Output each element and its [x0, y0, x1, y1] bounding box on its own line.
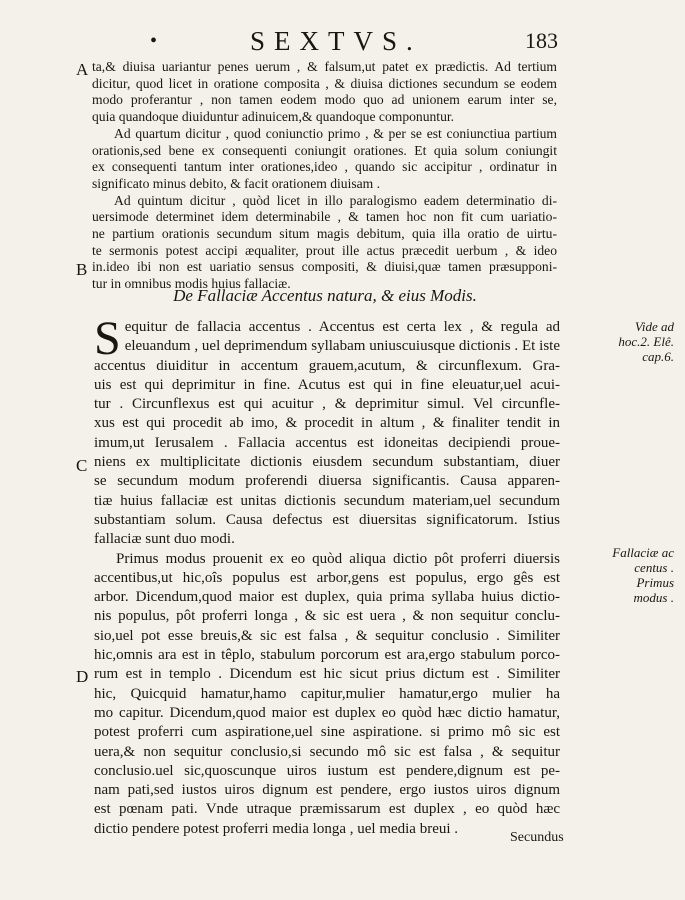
- margin-letter-b: B: [76, 260, 88, 279]
- text-line: Primus modus prouenit ex eo quòd aliqua dictio pôt proferri diuersis: [116, 550, 560, 567]
- text-line: mo capitur. Dicendum,quod maior est duplex eo quòd hæc dictio hamatur,: [94, 704, 560, 721]
- text-line: Ad quartum dicitur , quod coniunctio primo , & per se est coniunctiua partium: [114, 125, 557, 141]
- paragraph-block-top: [92, 59, 557, 293]
- text-line: tiæ huius fallaciæ est unitas dictionis secundum materiam,uel secundum: [94, 492, 560, 509]
- margin-letter-c: C: [76, 456, 88, 475]
- text-line: dictio pendere potest proferri media longa , uel media breui .: [94, 820, 459, 837]
- text-line: nis populus, pôt proferri longa , & sic est uera , & non sequitur conclu-: [94, 608, 560, 625]
- text-line: modo proferantur , non tamen eodem modo quo ad unionem earum inter se,: [92, 92, 557, 108]
- text-line: tur . Circunflexus est qui acuitur , & deprimitur simul. Vel circunfle-: [94, 396, 560, 413]
- text-line: rum est in templo . Dicendum est hic sicut prius dictum est . Similiter: [94, 666, 560, 683]
- text-line: arbor. Dicendum,quod maior est duplex, quia prima syllaba huius dictio-: [94, 589, 560, 606]
- text-line: uera,& non sequitur conclusio,si secundo mô sic est falsa , & sequitur: [94, 743, 560, 760]
- side-note-reference: [586, 319, 674, 364]
- margin-letter-d: D: [76, 667, 89, 686]
- side-note-line: Fallaciæ ac: [612, 545, 674, 560]
- side-note-first-mode: [580, 545, 674, 605]
- text-line: substantiam solum. Causa defectus est diuersitas significatorum. Istius: [94, 511, 560, 528]
- text-line: accentibus,ut hic,oîs populus est arbor,gens est populus, ergo gês est: [94, 569, 560, 586]
- drop-cap: S: [94, 312, 121, 365]
- running-title: SEXTVS.: [250, 26, 422, 56]
- side-note-line: cap.6.: [642, 349, 674, 364]
- text-line: equitur de fallacia accentus . Accentus est certa lex , & regula ad: [124, 319, 560, 335]
- text-line: fallaciæ sunt duo modi.: [94, 531, 235, 548]
- text-line: tur in omnibus modis huius fallaciæ.: [92, 276, 291, 292]
- text-line: uersimode determinet idem determinabile , & tamen hoc non fit cum uariatio-: [92, 209, 557, 225]
- text-line: dicitur, quod licet in oratione composita , & diuisa dictiones secundum se eodem: [92, 75, 557, 91]
- ornament-dot: •: [150, 30, 158, 52]
- text-line: accentus diuiditur in accentum grauem,acutum, & circunflexum. Gra-: [94, 357, 560, 374]
- text-line: se secundum modum proferendi diuersa significantis. Causa apparen-: [94, 473, 560, 490]
- text-line: orationis,sed bene ex consequenti coniungit orationes. Et quia solum coniungit: [92, 142, 557, 158]
- running-head: [150, 26, 558, 56]
- text-line: in.ideo ibi non est uariatio sensus compositi, & diuisi,quæ tamen præsupponi-: [92, 259, 557, 275]
- side-note-line: centus .: [634, 560, 674, 575]
- text-line: niens ex multiplicitate dictionis eiusdem secundum substantiam, diuer: [94, 454, 560, 471]
- text-line: potest proferri cum aspiratione,uel sine aspiratione. si primo mô sic est: [94, 724, 560, 741]
- page-number: 183: [525, 28, 558, 53]
- text-line: significato minus debito, & facit orationem diuisam .: [92, 175, 381, 191]
- paragraph-block-main: [94, 312, 560, 839]
- catchword: Secundus: [510, 830, 564, 845]
- text-line: sio,uel pot esse breuis,& sic est falsa , & sequitur conclusio . Similiter: [94, 627, 560, 644]
- text-line: ne partium orationis secundum situm magis debitum, quia illa oratio de uirtu-: [92, 226, 557, 242]
- text-line: conclusio.uel sic,quoscunque uiros iustum est pendere,dignum est pe-: [94, 762, 560, 779]
- side-note-line: hoc.2. Elê.: [618, 334, 674, 349]
- margin-letter-a: A: [76, 60, 89, 79]
- text-line: ex consequenti tantum inter orationes,ideo , quando sic accipitur , ordinatur in: [92, 159, 557, 175]
- text-line: est pœnam pati. Vnde utraque præmissarum est duplex , eo quòd hæc: [94, 801, 560, 818]
- text-line: hic,omnis ara est in têplo, stabulum porcorum est ara,ergo stabulum porco-: [94, 647, 560, 664]
- text-line: hic, Quicquid hamatur,hamo capitur,mulier hamatur,ergo mulier ha: [94, 685, 560, 702]
- text-line: te sermonis potest accipi æqualiter, prout ille actus præcedit uerbum , & ideo: [92, 242, 557, 258]
- text-line: ta,& diuisa uariantur penes uerum , & falsum,ut patet ex prædictis. Ad tertium: [92, 59, 557, 74]
- text-line: nam pati,sed iustos uiros dignum est pendere, ergo iustos uiros dignum: [94, 782, 560, 799]
- text-line: imum,ut Ierusalem . Fallacia accentus est idoneitas decipiendi proue-: [94, 434, 560, 451]
- text-line: quia quandoque diuiduntur adinuicem,& quandoque componuntur.: [92, 109, 455, 125]
- text-line: eleuandum , uel deprimendum syllabam uniuscuiusque dictionis . Et iste: [124, 338, 560, 355]
- side-note-line: Vide ad: [634, 319, 674, 334]
- side-note-line: modus .: [633, 590, 674, 605]
- text-line: Ad quintum dicitur , quòd licet in illo paralogismo eadem determinatio di-: [114, 192, 557, 208]
- section-heading: De Fallaciæ Accentus natura, & eius Modis.: [173, 286, 477, 305]
- text-line: uis est qui deprimitur in fine. Acutus est qui in fine eleuatur,uel acui-: [94, 376, 560, 393]
- side-note-line: Primus: [636, 575, 674, 590]
- text-line: xus est qui procedit ab imo, & procedit in altum , & finaliter tendit in: [94, 415, 560, 432]
